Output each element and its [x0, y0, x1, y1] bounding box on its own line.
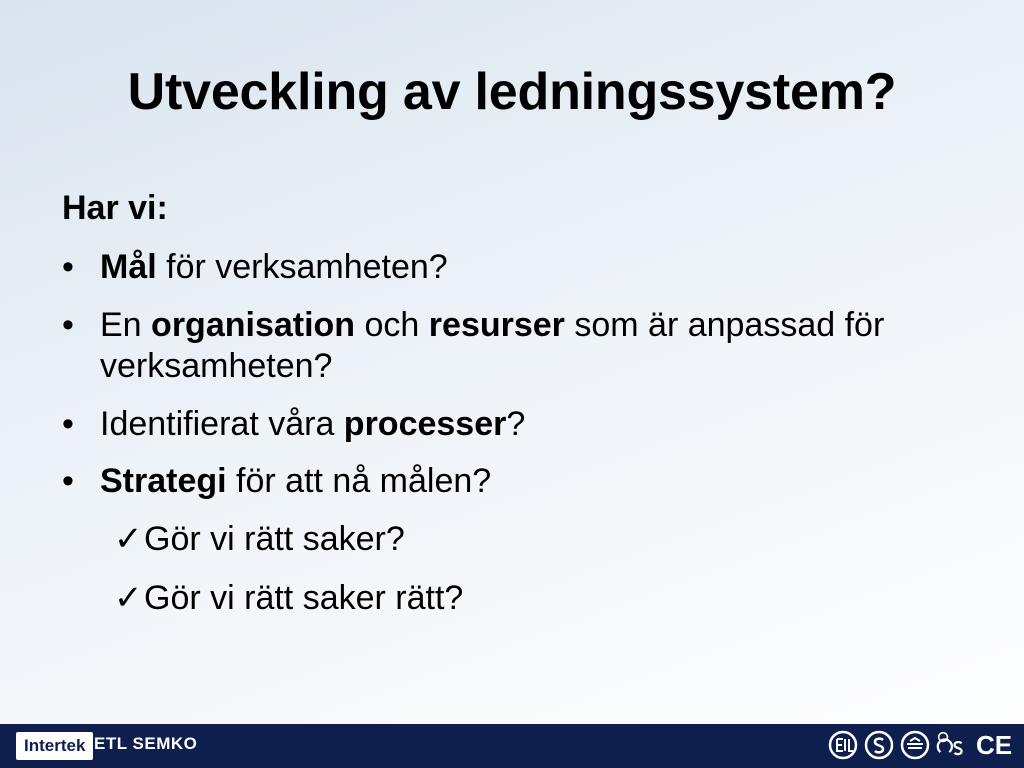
bullet-text: som är anpassad för verksamheten?	[100, 305, 885, 386]
bullet-text: En	[100, 305, 152, 344]
bullet-text: ?	[506, 404, 526, 443]
etl-mark-icon	[828, 729, 858, 761]
bullet-dot: •	[62, 404, 74, 443]
bullet-item-strategi	[62, 461, 982, 502]
slide-title: Utveckling av ledningssystem?	[127, 63, 897, 121]
bullet-text: Identifierat våra	[100, 404, 344, 443]
checkmark-icon: ✓	[114, 579, 143, 618]
checkmark-icon: ✓	[114, 519, 143, 558]
bullet-bold-text: organisation	[151, 305, 356, 344]
bullet-dot: •	[62, 305, 74, 344]
check-item-ratt-saker	[62, 519, 982, 560]
bullet-text: för verksamheten?	[156, 248, 448, 287]
bullet-bold-text: Strategi	[100, 462, 227, 501]
check-text: Gör vi rätt saker rätt?	[144, 579, 464, 618]
brand-text: ETL SEMKO	[94, 734, 198, 753]
footer-bar	[0, 724, 1024, 768]
gs-mark-icon	[936, 729, 966, 761]
bullet-dot: •	[62, 248, 74, 287]
intertek-logo	[16, 732, 93, 760]
logo-text: Intertek	[24, 736, 86, 755]
section-heading: Har vi:	[62, 189, 168, 227]
bullet-text: och	[355, 305, 429, 344]
check-item-ratt-saker-ratt	[62, 578, 982, 619]
bullet-dot: •	[62, 462, 74, 501]
slide-content	[62, 188, 982, 638]
bullet-text: för att nå målen?	[226, 462, 492, 501]
bullet-bold-text: resurser	[428, 305, 565, 344]
bullet-bold-text: Mål	[100, 248, 157, 287]
bullet-bold-text: processer	[343, 404, 507, 443]
bullet-item-processer	[62, 404, 982, 445]
bullet-item-mal	[62, 247, 982, 288]
certification-marks	[828, 729, 1016, 761]
bullet-item-organisation	[62, 305, 982, 388]
check-text: Gör vi rätt saker?	[144, 519, 405, 558]
ce-mark-icon: CE	[975, 729, 1013, 760]
s-mark-icon	[864, 729, 894, 761]
sp-mark-icon	[900, 729, 930, 761]
